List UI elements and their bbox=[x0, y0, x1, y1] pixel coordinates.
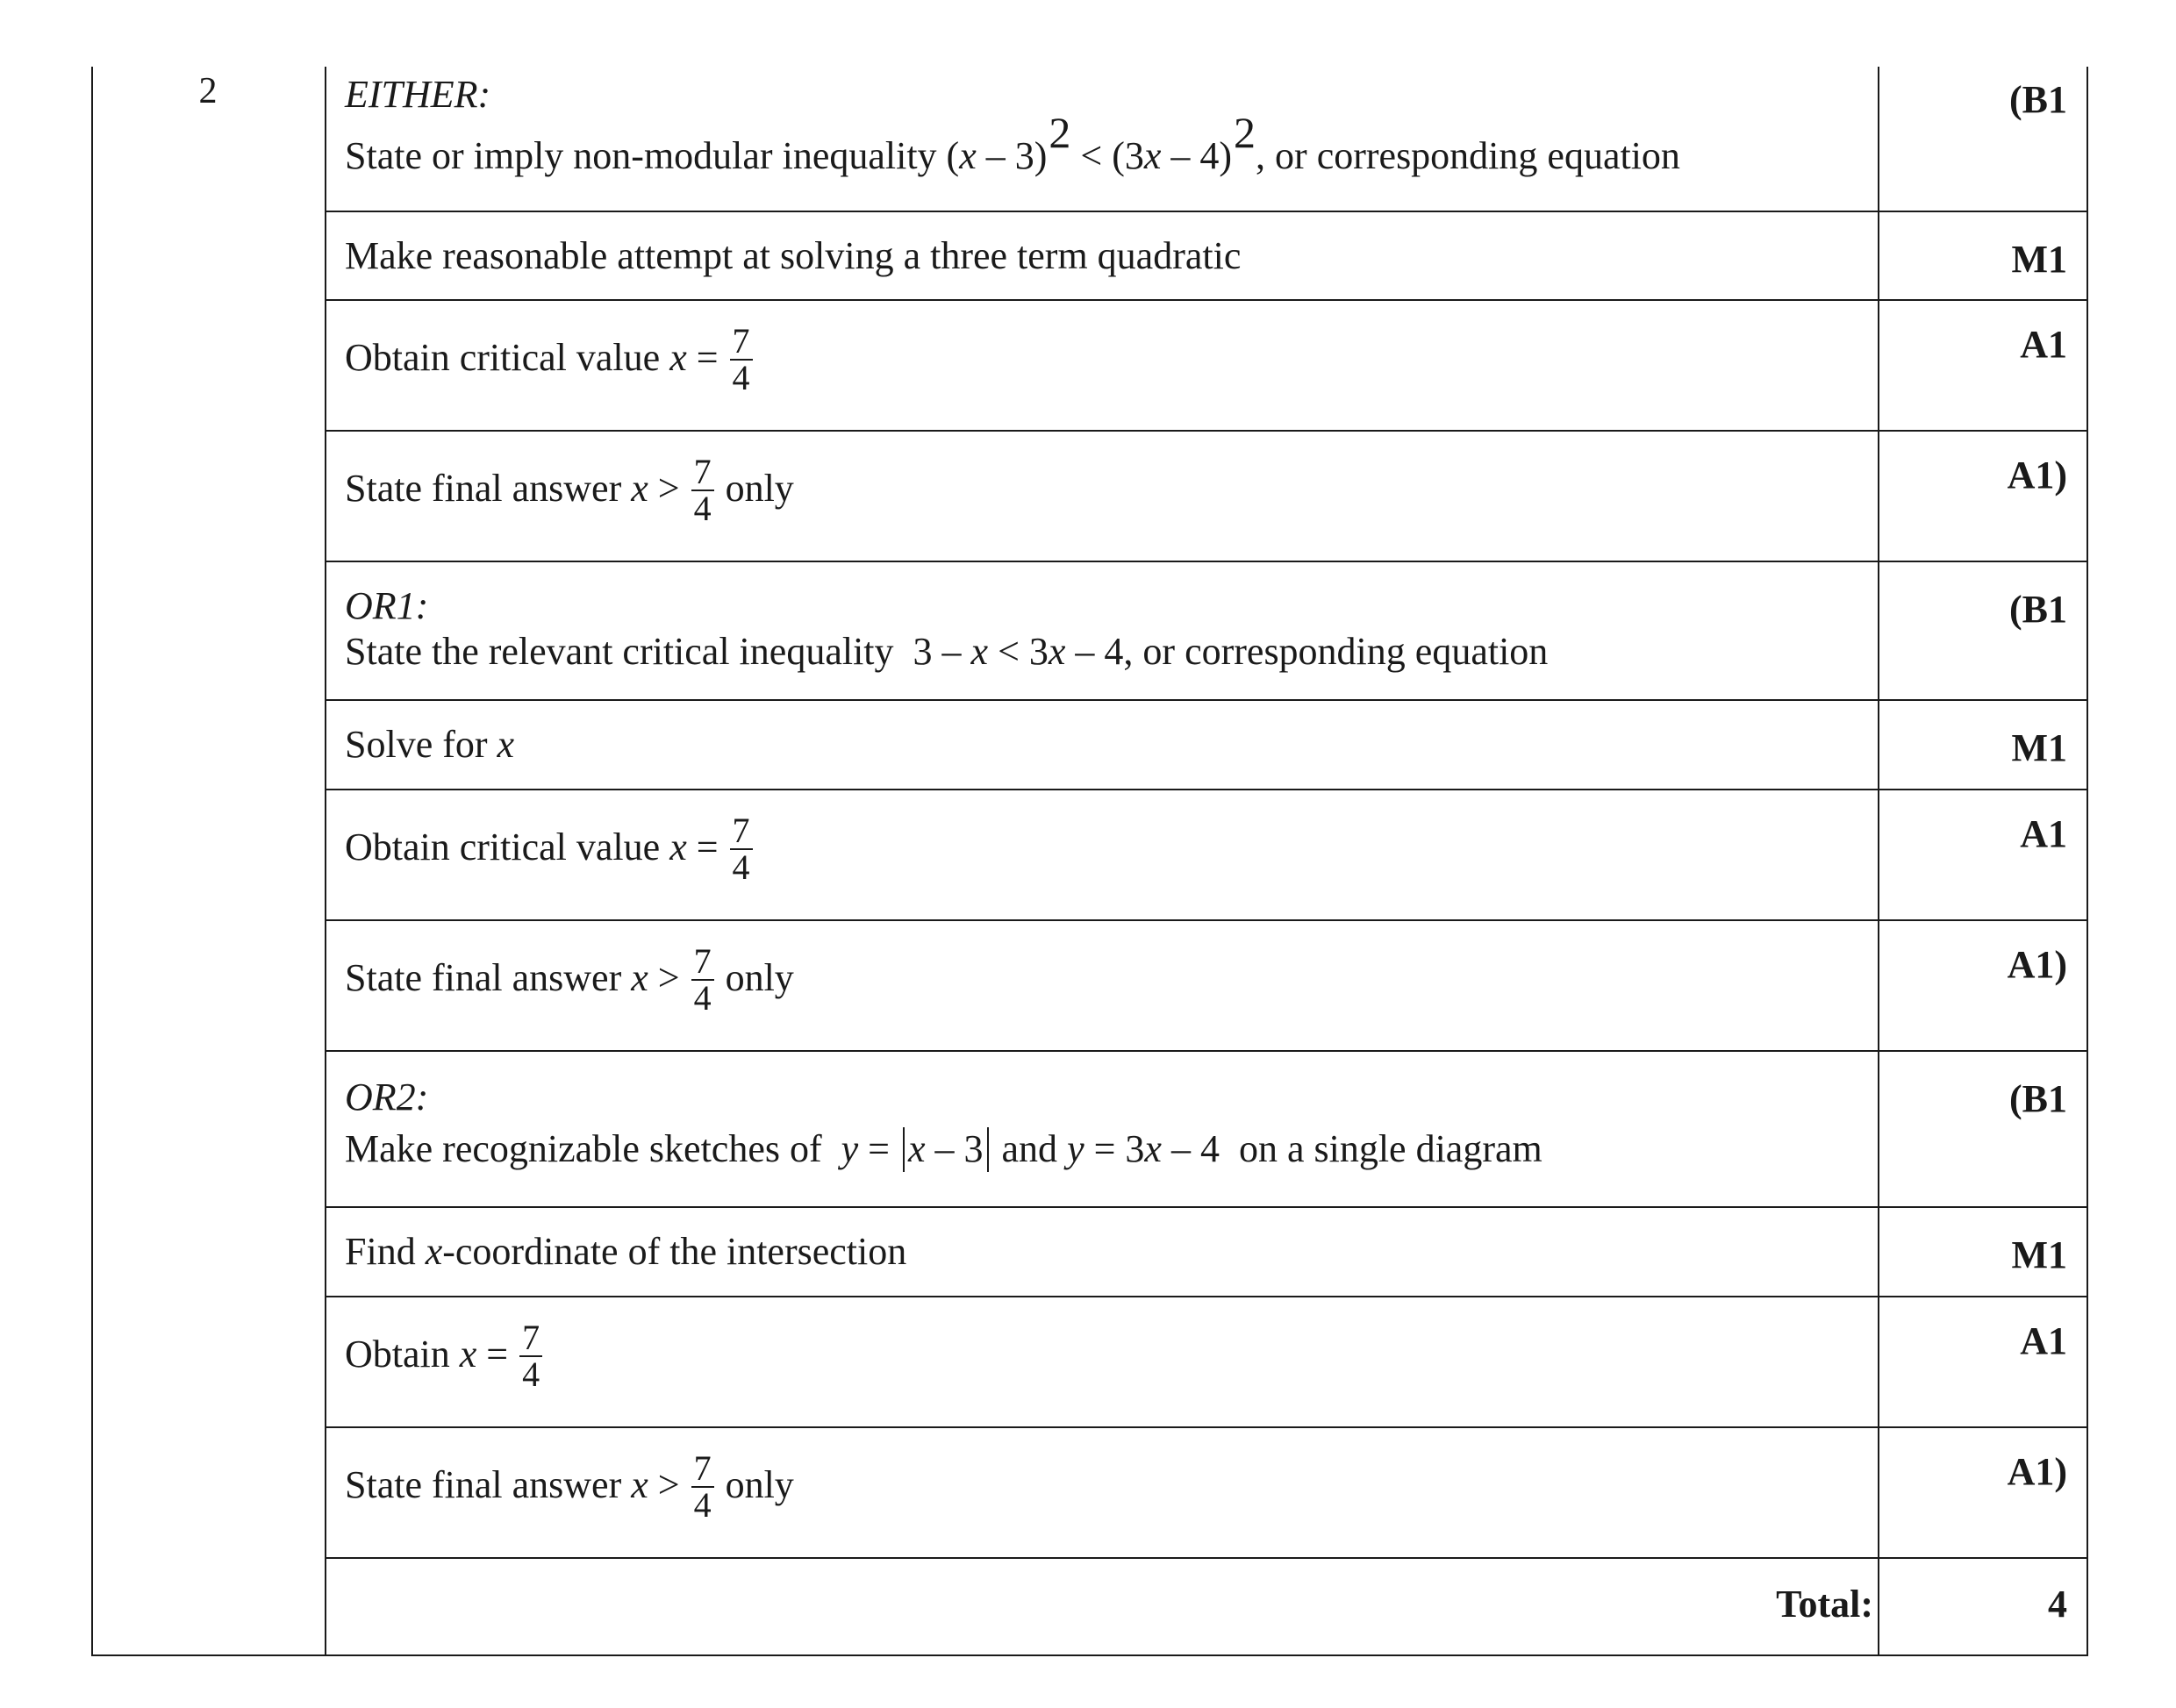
step-text bbox=[345, 1127, 1543, 1172]
mark-row bbox=[325, 699, 2088, 789]
mark-code: (B1 bbox=[2009, 78, 2067, 121]
method-heading: OR1: bbox=[345, 584, 429, 627]
mark-code: (B1 bbox=[2009, 1077, 2067, 1120]
fraction: $\frac{7}{4}$ bbox=[691, 454, 714, 526]
mark-code: A1) bbox=[2007, 943, 2067, 986]
linear-expression: y = 3x – 4 bbox=[1067, 1127, 1220, 1170]
step-text: State final answer x > $\frac{7}{4}$ only bbox=[345, 452, 794, 528]
method-heading: EITHER: bbox=[345, 73, 491, 116]
step-text bbox=[345, 108, 1680, 177]
step-text-start: Make recognizable sketches of bbox=[345, 1127, 822, 1170]
mark-code: (B1 bbox=[2009, 588, 2067, 631]
step-text: Obtain x = $\frac{7}{4}$ bbox=[345, 1322, 544, 1394]
step-text-end: on a single diagram bbox=[1238, 1127, 1543, 1170]
inequality-expression: (x – 3)2 < (3x – 4)2 bbox=[946, 108, 1256, 177]
step-text-start: State final answer bbox=[345, 1463, 622, 1507]
variable-x: x bbox=[459, 1333, 477, 1376]
variable-x: x bbox=[631, 1463, 648, 1507]
step-text-start: State the relevant critical inequality bbox=[345, 630, 894, 673]
total-value: 4 bbox=[2048, 1583, 2067, 1626]
mark-code: A1 bbox=[2020, 1319, 2067, 1362]
question-number: 2 bbox=[198, 71, 218, 111]
mark-code: A1 bbox=[2020, 323, 2067, 366]
mark-row bbox=[325, 1426, 2088, 1557]
mark-row bbox=[325, 919, 2088, 1050]
mark-code: M1 bbox=[2011, 1233, 2067, 1276]
step-text-end: , or corresponding equation bbox=[1123, 630, 1549, 673]
mark-code: M1 bbox=[2011, 726, 2067, 769]
mark-row bbox=[325, 430, 2088, 561]
mark-row bbox=[325, 561, 2088, 699]
mark-row bbox=[325, 789, 2088, 919]
mark-row bbox=[325, 211, 2088, 299]
variable-x: x bbox=[631, 467, 648, 511]
step-text-middle: and bbox=[1001, 1127, 1058, 1170]
mark-code: A1) bbox=[2007, 454, 2067, 497]
step-text bbox=[345, 725, 514, 764]
step-text-end: -coordinate of the intersection bbox=[442, 1230, 907, 1273]
step-text-start: Obtain bbox=[345, 1333, 450, 1376]
table-bottom-border bbox=[91, 1654, 2088, 1656]
step-text-end: only bbox=[725, 1463, 794, 1507]
mark-code: A1 bbox=[2020, 812, 2067, 855]
total-label: Total: bbox=[1776, 1583, 1873, 1626]
fraction: $\frac{7}{4}$ bbox=[730, 813, 753, 885]
fraction: $\frac{7}{4}$ bbox=[691, 944, 714, 1016]
fraction: $\frac{7}{4}$ bbox=[519, 1320, 542, 1392]
step-text: Obtain critical value x = $\frac{7}{4}$ bbox=[345, 325, 755, 397]
mark-row bbox=[325, 299, 2088, 430]
absolute-value-expression: y = x – 3 bbox=[832, 1127, 992, 1170]
step-text-start: State final answer bbox=[345, 956, 622, 1000]
mark-code: M1 bbox=[2011, 238, 2067, 281]
step-text: Make reasonable attempt at solving a three term quadratic bbox=[345, 234, 1242, 277]
fraction: $\frac{7}{4}$ bbox=[691, 1451, 714, 1523]
variable-x: x bbox=[497, 723, 515, 766]
mark-row bbox=[325, 1206, 2088, 1296]
step-text bbox=[345, 632, 1548, 671]
mark-row bbox=[325, 1296, 2088, 1426]
fraction: $\frac{7}{4}$ bbox=[730, 324, 753, 396]
mark-row bbox=[325, 67, 2088, 211]
table-left-border bbox=[91, 67, 93, 1656]
inequality-expression: 3 – x < 3x – 4 bbox=[903, 630, 1124, 673]
step-text-start: State or imply non-modular inequality bbox=[345, 134, 937, 177]
step-text: State final answer x > $\frac{7}{4}$ only bbox=[345, 941, 794, 1018]
step-text-start: Obtain critical value bbox=[345, 825, 661, 869]
variable-x: x bbox=[425, 1230, 443, 1273]
step-text bbox=[345, 1230, 907, 1273]
mark-row bbox=[325, 1050, 2088, 1206]
method-heading: OR2: bbox=[345, 1076, 429, 1118]
step-text-end: , or corresponding equation bbox=[1256, 134, 1680, 177]
step-text: Obtain critical value x = $\frac{7}{4}$ bbox=[345, 815, 755, 887]
total-row bbox=[325, 1557, 2088, 1654]
step-text-end: only bbox=[725, 956, 794, 1000]
step-text: State final answer x > $\frac{7}{4}$ only bbox=[345, 1448, 794, 1525]
step-text-start: Solve for bbox=[345, 723, 488, 766]
mark-code: A1) bbox=[2007, 1450, 2067, 1493]
step-text-start: State final answer bbox=[345, 467, 622, 511]
step-text-end: only bbox=[725, 467, 794, 511]
variable-x: x bbox=[669, 336, 687, 380]
variable-x: x bbox=[669, 825, 687, 869]
variable-x: x bbox=[631, 956, 648, 1000]
step-text-start: Find bbox=[345, 1230, 416, 1273]
step-text-start: Obtain critical value bbox=[345, 336, 661, 380]
